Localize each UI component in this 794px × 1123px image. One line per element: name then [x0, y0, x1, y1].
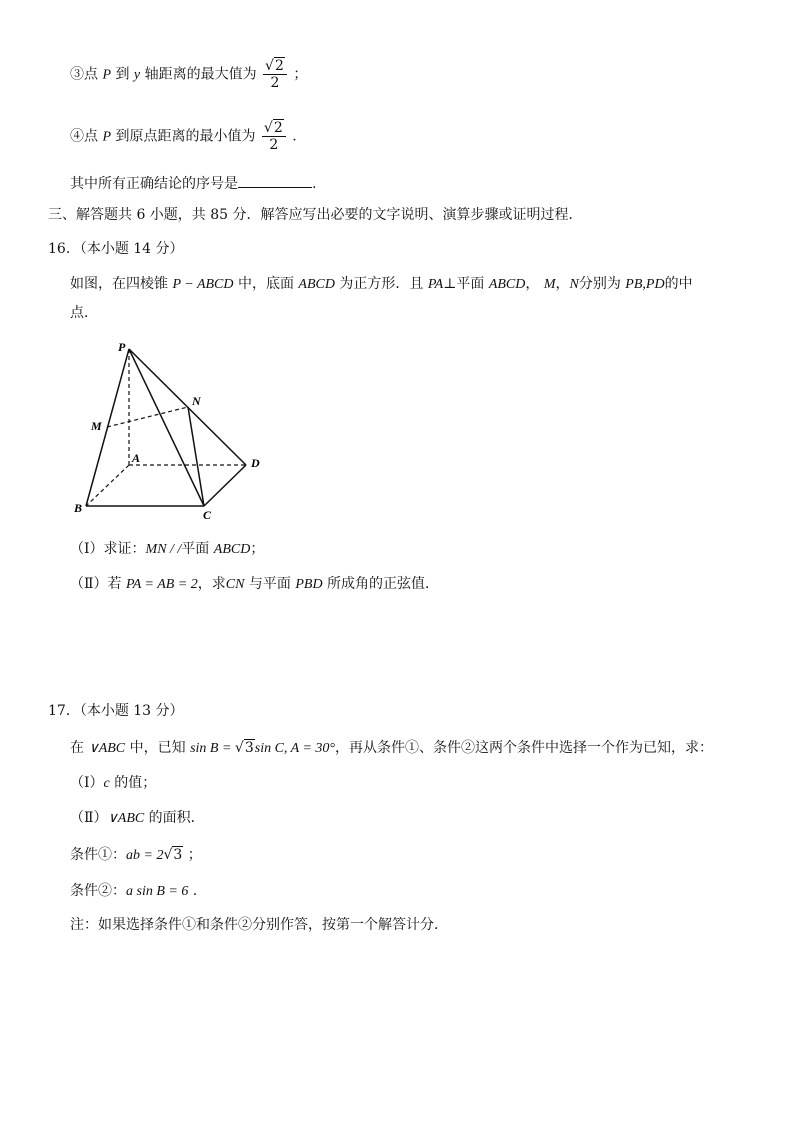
item-3-end: ；: [293, 66, 308, 83]
q17-part-1: [70, 776, 156, 791]
condition-end: .: [192, 883, 198, 899]
math-cn: CN: [225, 577, 245, 592]
segment-mn-hidden: [107, 407, 188, 427]
q16-stem-line1: [70, 277, 693, 292]
math-asinb: a sin B = 6: [126, 884, 189, 899]
point-p: P: [102, 129, 112, 145]
part-text: 的面积．: [148, 810, 205, 826]
stem-text: ，再从条件①、条件②这两个条件中选择一个作为已知，求：: [335, 740, 714, 756]
sqrt-3: √3: [163, 847, 183, 863]
part-text: （Ⅱ）若: [70, 576, 122, 592]
stem-text: 为正方形．且: [339, 276, 424, 292]
part-end: ；: [250, 541, 265, 557]
math-m: M: [543, 277, 556, 292]
edge-ab-hidden: [86, 465, 129, 506]
item-3-mid: 到: [115, 66, 130, 83]
sqrt-radicand: 2: [273, 120, 283, 136]
sqrt-radicand: 3: [244, 740, 254, 756]
part-text: （Ⅰ）: [70, 775, 104, 791]
math-pyramid: P − ABCD: [172, 277, 234, 292]
label-b: B: [74, 501, 83, 515]
q17-header: 17．（本小题 13 分）: [48, 703, 184, 719]
stem-text: 如图，在四棱锥: [70, 276, 168, 292]
sqrt-3: √3: [234, 740, 254, 756]
part-text: 平面: [181, 541, 210, 557]
part-text: （Ⅰ）求证：: [70, 541, 146, 557]
conclusion-line: [70, 175, 316, 191]
item-3: [70, 59, 307, 90]
part-text: 所成角的正弦值．: [327, 576, 440, 592]
math-pb-pd: PB,PD: [625, 277, 665, 292]
edge-pd: [129, 349, 246, 465]
math-n: N: [569, 277, 579, 292]
condition-label: 条件②：: [70, 883, 126, 899]
part-text: ，求: [197, 576, 226, 592]
item-4-prefix: ④点: [70, 128, 98, 145]
q17-condition-1: [70, 848, 202, 863]
edge-cd: [204, 465, 246, 506]
stem-text: ，: [555, 276, 570, 292]
math-triangle-abc: ∨ABC: [88, 741, 126, 756]
condition-end: ；: [187, 847, 202, 863]
q16-part-2: [70, 577, 439, 592]
q16-stem-line2: 点．: [70, 305, 98, 321]
label-m: M: [91, 419, 102, 433]
stem-text: 中，底面: [237, 276, 294, 292]
fraction-denominator: 2: [269, 137, 279, 153]
conclusion-end: .: [312, 176, 317, 192]
section-3-heading: 三、解答题共 6 小题，共 85 分．解答应写出必要的文字说明、演算步骤或证明过程．: [48, 207, 583, 223]
part-text: 与平面: [248, 576, 291, 592]
math-abcd: ABCD: [213, 542, 251, 557]
stem-text: 的中: [664, 276, 693, 292]
math-sinb: sin B =: [190, 741, 235, 756]
item-4-suffix: 到原点距离的最小值为: [115, 128, 256, 145]
math-triangle-abc: ∨ABC: [107, 811, 145, 826]
condition-label: 条件①：: [70, 847, 126, 863]
q17-part-2: [70, 811, 205, 826]
item-3-prefix: ③点: [70, 66, 98, 83]
sqrt-radicand: 3: [173, 847, 183, 863]
math-pa-ab: PA = AB = 2: [125, 577, 198, 592]
label-n: N: [192, 394, 201, 408]
sqrt-radicand: 2: [274, 58, 284, 74]
math-sinc: sin C, A = 30°: [254, 741, 336, 756]
stem-text: 中，已知: [129, 740, 186, 756]
label-d: D: [251, 456, 260, 470]
q17-stem: [70, 741, 713, 756]
q16-header: 16．（本小题 14 分）: [48, 241, 184, 257]
math-pa: PA: [427, 277, 444, 292]
item-4-end: .: [292, 128, 297, 145]
fraction-sqrt2-over-2: $\frac{√2}{2}$: [262, 121, 286, 152]
math-mn-parallel: MN / /: [145, 542, 182, 557]
stem-text: ⊥平面: [443, 276, 485, 292]
label-a: A: [132, 451, 141, 465]
fraction-sqrt2-over-2: $\frac{√2}{2}$: [263, 59, 287, 90]
part-text: （Ⅱ）: [70, 810, 108, 826]
item-4: [70, 121, 297, 152]
fraction-denominator: 2: [270, 75, 280, 91]
q16-part-1: [70, 542, 264, 557]
math-abcd: ABCD: [298, 277, 335, 292]
stem-text: 分别为: [578, 276, 621, 292]
point-p: P: [102, 67, 112, 83]
item-3-suffix: 轴距离的最大值为: [144, 66, 257, 83]
math-c: c: [103, 776, 110, 791]
q17-note: 注：如果选择条件①和条件②分别作答，按第一个解答计分．: [70, 917, 448, 933]
stem-text: ，: [525, 276, 540, 292]
stem-text: 在: [70, 740, 84, 756]
label-p: P: [118, 340, 126, 354]
part-text: 的值；: [114, 775, 157, 791]
q17-condition-2: [70, 884, 197, 899]
label-c: C: [203, 508, 212, 522]
pyramid-figure: [70, 338, 270, 523]
edge-pc: [129, 349, 204, 506]
conclusion-text: 其中所有正确结论的序号是: [70, 176, 238, 192]
math-pbd: PBD: [295, 577, 323, 592]
math-ab: ab = 2: [126, 848, 164, 863]
answer-blank: [238, 175, 312, 188]
math-abcd: ABCD: [488, 277, 526, 292]
axis-y: y: [133, 67, 141, 83]
